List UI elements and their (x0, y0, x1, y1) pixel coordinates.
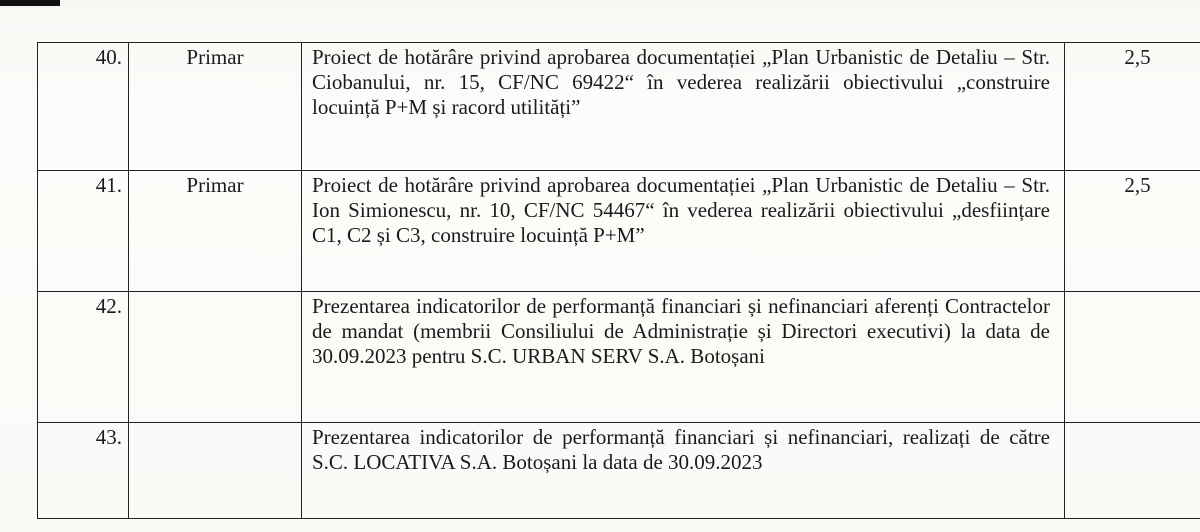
table-row (38, 43, 1200, 171)
item-title: Prezentarea indicatorilor de performanță financiari și nefinanciari, realizați de către S.C. LOCATIVA S.A. Botoșani la data de 30.09.2023 (302, 423, 1065, 519)
item-title: Prezentarea indicatorilor de performanță financiari și nefinanciari aferenți Contractelor de mandat (membrii Consiliului de Administrație și Directori executivi) la data de 30.09.2023 pentru S.C. URBAN SERV S.A. Botoșani (302, 292, 1065, 423)
initiator (129, 292, 302, 423)
item-number: 43. (38, 423, 129, 519)
page-count: 2,5 (1065, 171, 1200, 292)
item-number: 42. (38, 292, 129, 423)
item-number: 40. (38, 43, 129, 171)
item-title: Proiect de hotărâre privind aprobarea documentației „Plan Urbanistic de Detaliu – Str. Ion Simionescu, nr. 10, CF/NC 54467“ în vederea realizării obiectivului „desființare C1, C2 și C3, construire locuință P+M” (302, 171, 1065, 292)
table-row (38, 423, 1200, 519)
page-count (1065, 292, 1200, 423)
agenda-table (37, 42, 1200, 519)
table-row (38, 292, 1200, 423)
initiator (129, 423, 302, 519)
page-count (1065, 423, 1200, 519)
page-count: 2,5 (1065, 43, 1200, 171)
initiator: Primar (129, 43, 302, 171)
scan-edge-mark (0, 0, 60, 6)
item-number: 41. (38, 171, 129, 292)
item-title: Proiect de hotărâre privind aprobarea documentației „Plan Urbanistic de Detaliu – Str. Ciobanului, nr. 15, CF/NC 69422“ în vederea realizării obiectivului „construire locuință P+M și racord utilități” (302, 43, 1065, 171)
initiator: Primar (129, 171, 302, 292)
table-row (38, 171, 1200, 292)
